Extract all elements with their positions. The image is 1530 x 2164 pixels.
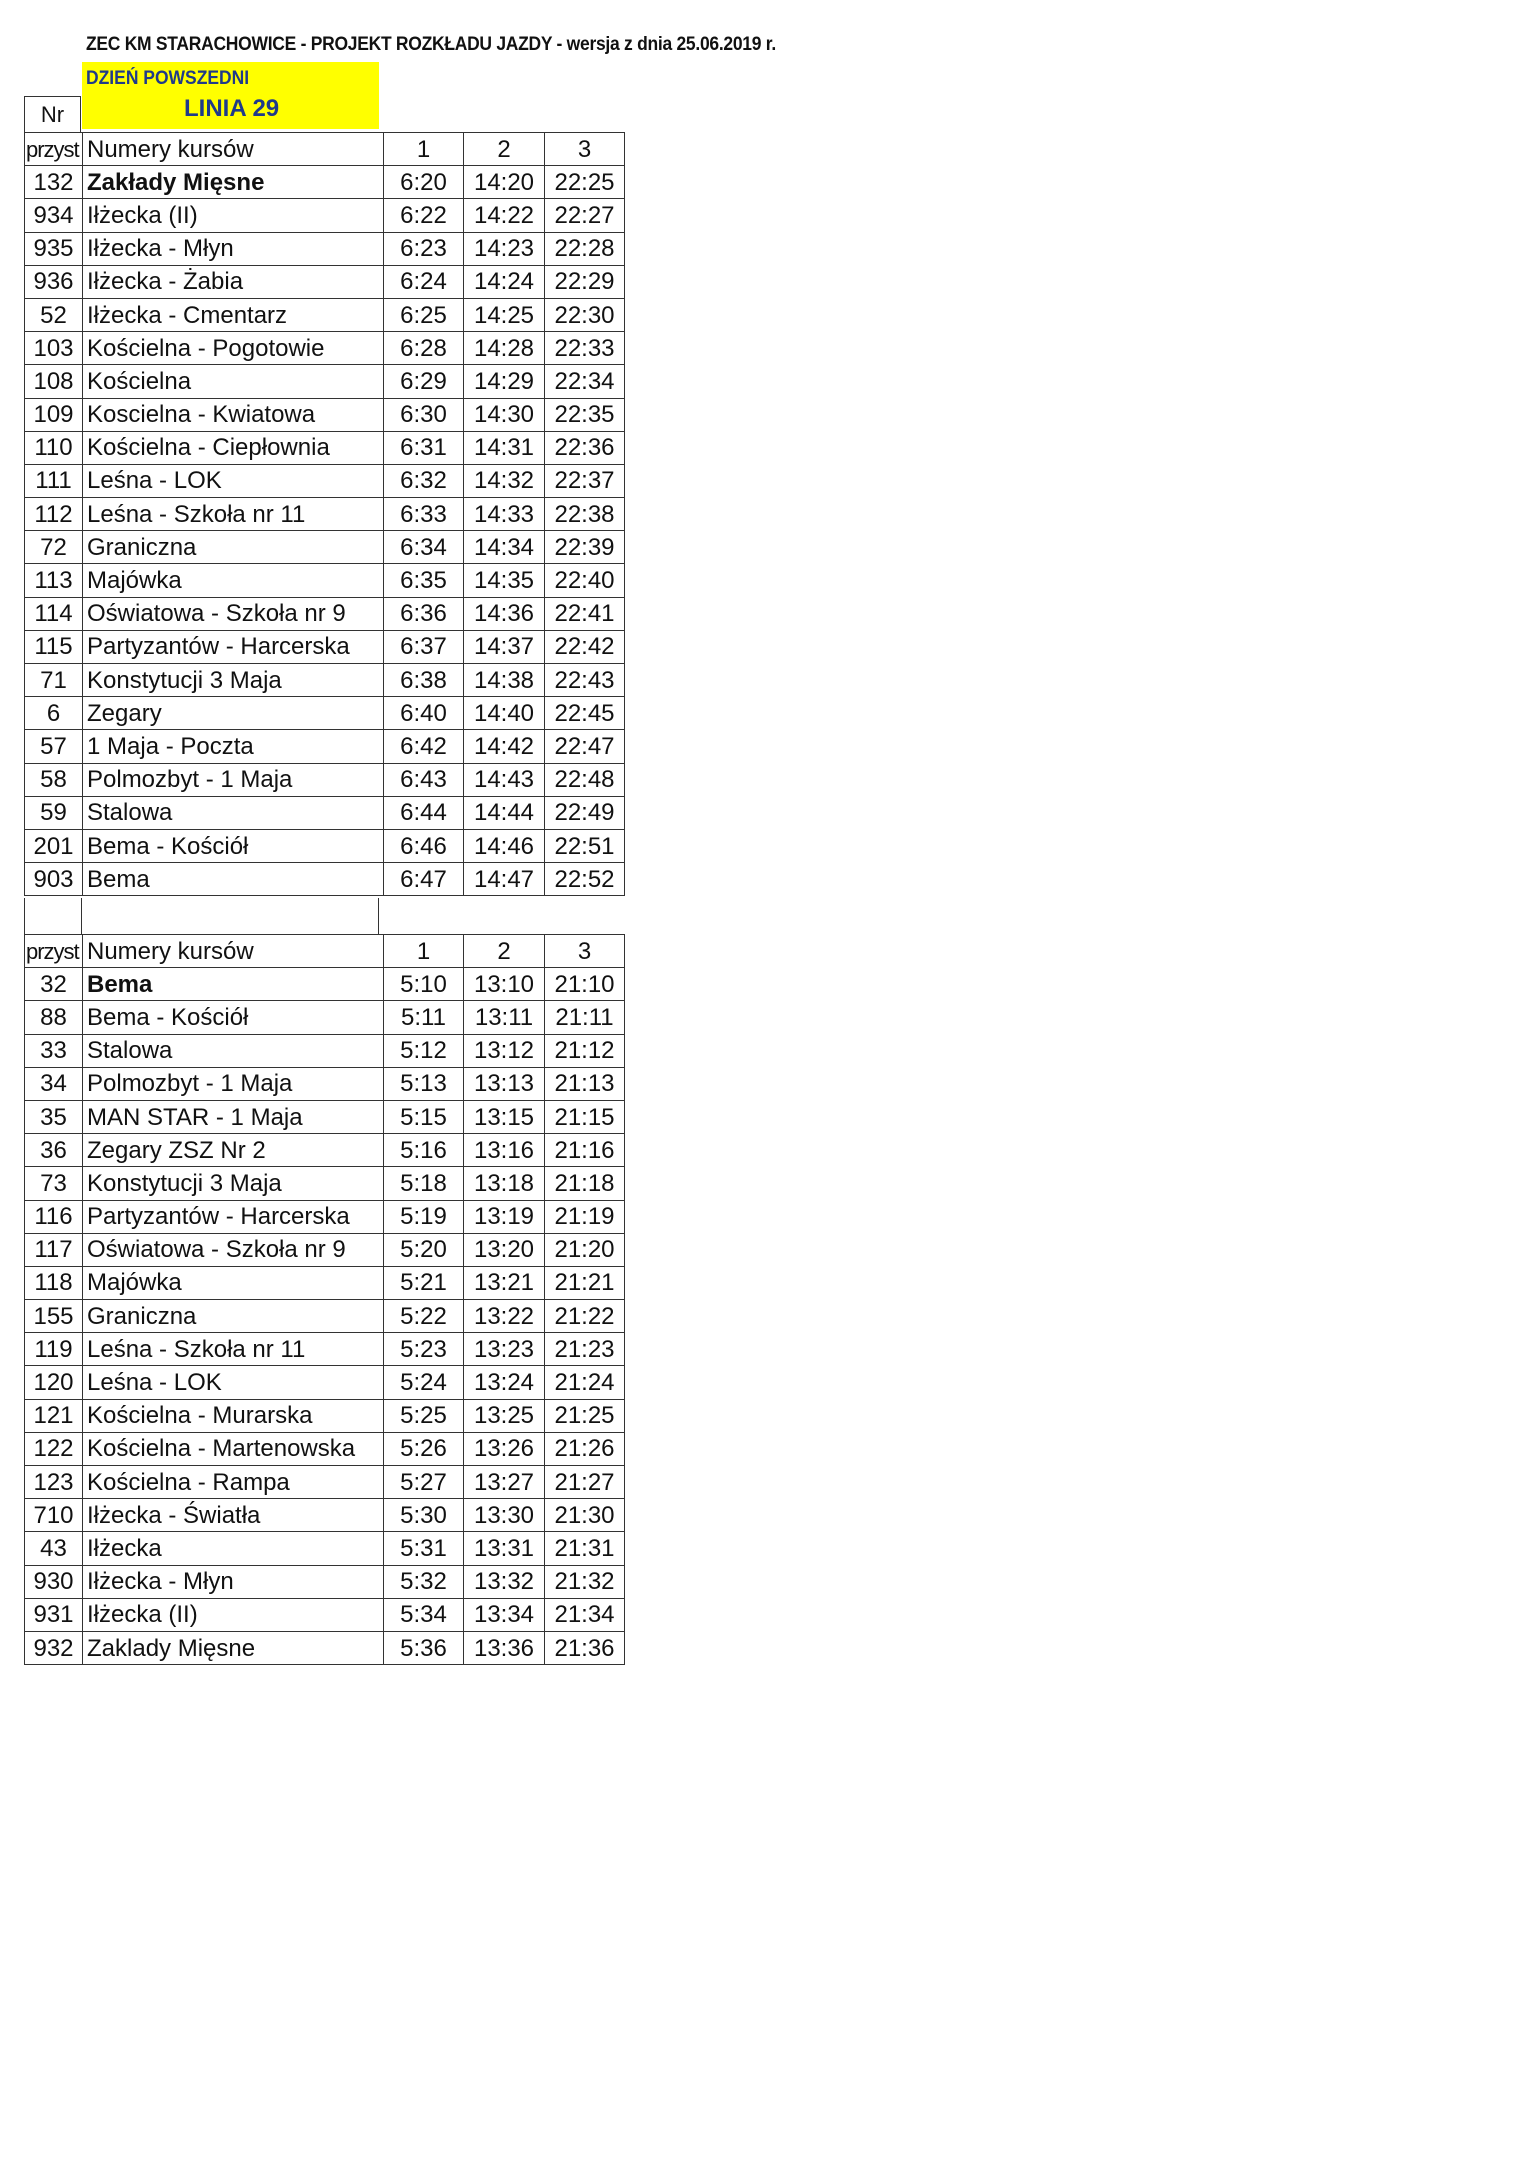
departure-course-3: 21:27	[545, 1466, 625, 1499]
departure-course-1: 5:15	[384, 1100, 464, 1133]
table-row	[25, 1266, 625, 1299]
stop-name: Iłżecka	[83, 1532, 384, 1565]
departure-course-3: 22:36	[545, 431, 625, 464]
stop-name: Stalowa	[83, 796, 384, 829]
table-row	[25, 199, 625, 232]
stop-name: Kościelna - Ciepłownia	[83, 431, 384, 464]
departure-course-1: 5:31	[384, 1532, 464, 1565]
departure-course-3: 21:32	[545, 1565, 625, 1598]
stop-name: Graniczna	[83, 1300, 384, 1333]
stop-number: 123	[25, 1466, 83, 1499]
stop-number: 72	[25, 531, 83, 564]
header-course-1: 1	[384, 935, 464, 968]
stop-name: Zegary	[83, 697, 384, 730]
stop-number: 35	[25, 1100, 83, 1133]
stop-name: Iłżecka (II)	[83, 199, 384, 232]
departure-course-1: 6:34	[384, 531, 464, 564]
table-header-row	[25, 935, 625, 968]
departure-course-1: 6:24	[384, 265, 464, 298]
table-row	[25, 763, 625, 796]
departure-course-3: 21:19	[545, 1200, 625, 1233]
stop-name: Kościelna	[83, 365, 384, 398]
stop-number: 936	[25, 265, 83, 298]
table-row	[25, 730, 625, 763]
stop-name: Leśna - LOK	[83, 464, 384, 497]
stop-name: Bema	[83, 968, 384, 1001]
departure-course-3: 22:48	[545, 763, 625, 796]
stop-name: Konstytucji 3 Maja	[83, 1167, 384, 1200]
table-row	[25, 829, 625, 862]
departure-course-1: 6:28	[384, 332, 464, 365]
day-type-label: DZIEŃ POWSZEDNI	[86, 68, 250, 89]
header-stop-nr: przyst	[25, 133, 83, 166]
departure-course-2: 13:19	[464, 1200, 545, 1233]
table-row	[25, 968, 625, 1001]
timetable-return	[24, 934, 625, 1665]
table-row	[25, 1399, 625, 1432]
stop-name: Bema - Kościół	[83, 829, 384, 862]
departure-course-1: 5:19	[384, 1200, 464, 1233]
departure-course-2: 14:24	[464, 265, 545, 298]
stop-number: 116	[25, 1200, 83, 1233]
departure-course-3: 22:42	[545, 630, 625, 663]
stop-number: 73	[25, 1167, 83, 1200]
stop-number: 930	[25, 1565, 83, 1598]
stop-number: 201	[25, 829, 83, 862]
table-row	[25, 365, 625, 398]
departure-course-1: 6:43	[384, 763, 464, 796]
departure-course-2: 14:40	[464, 697, 545, 730]
table-row	[25, 431, 625, 464]
header-course-2: 2	[464, 133, 545, 166]
departure-course-1: 6:30	[384, 398, 464, 431]
stop-name: Bema	[83, 863, 384, 896]
departure-course-2: 13:15	[464, 1100, 545, 1133]
departure-course-1: 5:12	[384, 1034, 464, 1067]
stop-number: 52	[25, 298, 83, 331]
departure-course-3: 21:31	[545, 1532, 625, 1565]
departure-course-3: 21:26	[545, 1432, 625, 1465]
nr-column-label: Nr	[24, 96, 81, 132]
stop-name: MAN STAR - 1 Maja	[83, 1100, 384, 1133]
departure-course-2: 14:42	[464, 730, 545, 763]
header-stop-nr: przyst	[25, 935, 83, 968]
stop-name: Zaklady Mięsne	[83, 1631, 384, 1664]
departure-course-3: 21:10	[545, 968, 625, 1001]
stop-number: 934	[25, 199, 83, 232]
table-row	[25, 863, 625, 896]
departure-course-3: 21:21	[545, 1266, 625, 1299]
departure-course-1: 6:38	[384, 664, 464, 697]
departure-course-1: 5:32	[384, 1565, 464, 1598]
departure-course-2: 14:38	[464, 664, 545, 697]
stop-name: Iłżecka (II)	[83, 1598, 384, 1631]
departure-course-2: 13:13	[464, 1067, 545, 1100]
stop-name: Iłżecka - Cmentarz	[83, 298, 384, 331]
stop-name: Konstytucji 3 Maja	[83, 664, 384, 697]
departure-course-1: 6:40	[384, 697, 464, 730]
departure-course-3: 22:34	[545, 365, 625, 398]
stop-name: Koscielna - Kwiatowa	[83, 398, 384, 431]
departure-course-2: 14:32	[464, 464, 545, 497]
departure-course-1: 5:23	[384, 1333, 464, 1366]
departure-course-3: 21:30	[545, 1499, 625, 1532]
stop-number: 103	[25, 332, 83, 365]
stop-number: 120	[25, 1366, 83, 1399]
departure-course-3: 22:47	[545, 730, 625, 763]
departure-course-2: 13:11	[464, 1001, 545, 1034]
line-label: LINIA 29	[184, 95, 280, 122]
stop-name: Majówka	[83, 1266, 384, 1299]
table-row	[25, 265, 625, 298]
departure-course-3: 22:45	[545, 697, 625, 730]
departure-course-3: 22:43	[545, 664, 625, 697]
table-row	[25, 1134, 625, 1167]
departure-course-3: 22:49	[545, 796, 625, 829]
departure-course-2: 14:20	[464, 166, 545, 199]
stop-name: Partyzantów - Harcerska	[83, 1200, 384, 1233]
table-header-row	[25, 133, 625, 166]
departure-course-2: 13:30	[464, 1499, 545, 1532]
departure-course-2: 13:31	[464, 1532, 545, 1565]
departure-course-1: 6:23	[384, 232, 464, 265]
stop-name: Iłżecka - Żabia	[83, 265, 384, 298]
departure-course-1: 6:25	[384, 298, 464, 331]
stop-number: 113	[25, 564, 83, 597]
header-course-1: 1	[384, 133, 464, 166]
table-row	[25, 1499, 625, 1532]
table-row	[25, 1001, 625, 1034]
stop-number: 122	[25, 1432, 83, 1465]
departure-course-2: 13:32	[464, 1565, 545, 1598]
stop-name: Leśna - Szkoła nr 11	[83, 498, 384, 531]
stop-number: 935	[25, 232, 83, 265]
header-course-2: 2	[464, 935, 545, 968]
departure-course-3: 22:38	[545, 498, 625, 531]
departure-course-3: 21:18	[545, 1167, 625, 1200]
departure-course-3: 22:28	[545, 232, 625, 265]
departure-course-1: 5:26	[384, 1432, 464, 1465]
stop-name: Majówka	[83, 564, 384, 597]
departure-course-3: 22:52	[545, 863, 625, 896]
table-row	[25, 1200, 625, 1233]
departure-course-2: 14:22	[464, 199, 545, 232]
departure-course-1: 6:29	[384, 365, 464, 398]
departure-course-3: 21:15	[545, 1100, 625, 1133]
stop-name: Partyzantów - Harcerska	[83, 630, 384, 663]
departure-course-3: 21:13	[545, 1067, 625, 1100]
departure-course-1: 5:24	[384, 1366, 464, 1399]
departure-course-3: 21:23	[545, 1333, 625, 1366]
stop-number: 57	[25, 730, 83, 763]
stop-name: Zakłady Mięsne	[83, 166, 384, 199]
departure-course-1: 6:37	[384, 630, 464, 663]
departure-course-3: 22:39	[545, 531, 625, 564]
departure-course-2: 13:20	[464, 1233, 545, 1266]
departure-course-2: 14:28	[464, 332, 545, 365]
table-row	[25, 1067, 625, 1100]
stop-name: Oświatowa - Szkoła nr 9	[83, 1233, 384, 1266]
stop-name: Graniczna	[83, 531, 384, 564]
departure-course-2: 14:31	[464, 431, 545, 464]
stop-name: Iłżecka - Światła	[83, 1499, 384, 1532]
stop-number: 132	[25, 166, 83, 199]
stop-name: Zegary ZSZ Nr 2	[83, 1134, 384, 1167]
table-row	[25, 332, 625, 365]
departure-course-1: 6:36	[384, 597, 464, 630]
departure-course-2: 14:34	[464, 531, 545, 564]
departure-course-3: 22:35	[545, 398, 625, 431]
table-row	[25, 166, 625, 199]
stop-number: 710	[25, 1499, 83, 1532]
table-row	[25, 1532, 625, 1565]
departure-course-2: 13:34	[464, 1598, 545, 1631]
stop-number: 33	[25, 1034, 83, 1067]
departure-course-1: 6:35	[384, 564, 464, 597]
stop-number: 111	[25, 464, 83, 497]
table-row	[25, 664, 625, 697]
table-gap-stop	[82, 898, 379, 934]
departure-course-1: 6:20	[384, 166, 464, 199]
table-row	[25, 1565, 625, 1598]
departure-course-1: 5:13	[384, 1067, 464, 1100]
departure-course-1: 5:10	[384, 968, 464, 1001]
departure-course-1: 5:25	[384, 1399, 464, 1432]
departure-course-2: 13:36	[464, 1631, 545, 1664]
departure-course-1: 5:11	[384, 1001, 464, 1034]
departure-course-1: 5:20	[384, 1233, 464, 1266]
header-course-numbers: Numery kursów	[83, 935, 384, 968]
departure-course-1: 6:22	[384, 199, 464, 232]
departure-course-2: 14:36	[464, 597, 545, 630]
stop-number: 121	[25, 1399, 83, 1432]
timetable-outbound	[24, 132, 625, 896]
table-row	[25, 1300, 625, 1333]
departure-course-3: 22:33	[545, 332, 625, 365]
stop-number: 108	[25, 365, 83, 398]
departure-course-3: 22:37	[545, 464, 625, 497]
departure-course-2: 13:25	[464, 1399, 545, 1432]
departure-course-1: 6:31	[384, 431, 464, 464]
stop-number: 88	[25, 1001, 83, 1034]
departure-course-2: 14:23	[464, 232, 545, 265]
departure-course-3: 21:16	[545, 1134, 625, 1167]
departure-course-2: 13:16	[464, 1134, 545, 1167]
table-row	[25, 1233, 625, 1266]
departure-course-1: 5:27	[384, 1466, 464, 1499]
stop-number: 59	[25, 796, 83, 829]
table-row	[25, 1466, 625, 1499]
departure-course-1: 5:36	[384, 1631, 464, 1664]
stop-name: Leśna - LOK	[83, 1366, 384, 1399]
table-row	[25, 398, 625, 431]
stop-name: Iłżecka - Młyn	[83, 1565, 384, 1598]
table-row	[25, 498, 625, 531]
departure-course-1: 5:16	[384, 1134, 464, 1167]
departure-course-2: 13:24	[464, 1366, 545, 1399]
departure-course-1: 6:47	[384, 863, 464, 896]
departure-course-2: 14:47	[464, 863, 545, 896]
departure-course-1: 5:18	[384, 1167, 464, 1200]
stop-number: 36	[25, 1134, 83, 1167]
table-row	[25, 1366, 625, 1399]
departure-course-2: 14:44	[464, 796, 545, 829]
table-row	[25, 1598, 625, 1631]
stop-number: 119	[25, 1333, 83, 1366]
departure-course-3: 21:12	[545, 1034, 625, 1067]
departure-course-2: 14:43	[464, 763, 545, 796]
departure-course-1: 5:34	[384, 1598, 464, 1631]
departure-course-3: 21:25	[545, 1399, 625, 1432]
table-row	[25, 697, 625, 730]
table-row	[25, 1631, 625, 1664]
departure-course-2: 14:29	[464, 365, 545, 398]
table-row	[25, 1100, 625, 1133]
departure-course-1: 6:46	[384, 829, 464, 862]
stop-number: 109	[25, 398, 83, 431]
table-row	[25, 1034, 625, 1067]
stop-name: Kościelna - Martenowska	[83, 1432, 384, 1465]
stop-number: 931	[25, 1598, 83, 1631]
stop-number: 903	[25, 863, 83, 896]
header-course-numbers: Numery kursów	[83, 133, 384, 166]
departure-course-3: 22:25	[545, 166, 625, 199]
departure-course-2: 13:12	[464, 1034, 545, 1067]
departure-course-3: 22:41	[545, 597, 625, 630]
stop-name: 1 Maja - Poczta	[83, 730, 384, 763]
table-row	[25, 564, 625, 597]
stop-number: 71	[25, 664, 83, 697]
departure-course-3: 21:22	[545, 1300, 625, 1333]
stop-name: Stalowa	[83, 1034, 384, 1067]
stop-number: 932	[25, 1631, 83, 1664]
stop-number: 155	[25, 1300, 83, 1333]
document-title: ZEC KM STARACHOWICE - PROJEKT ROZKŁADU JAZDY - wersja z dnia 25.06.2019 r.	[86, 34, 776, 55]
departure-course-3: 22:40	[545, 564, 625, 597]
stop-number: 117	[25, 1233, 83, 1266]
departure-course-2: 14:30	[464, 398, 545, 431]
table-row	[25, 796, 625, 829]
stop-number: 110	[25, 431, 83, 464]
table-row	[25, 1167, 625, 1200]
departure-course-1: 5:30	[384, 1499, 464, 1532]
departure-course-1: 6:44	[384, 796, 464, 829]
stop-number: 6	[25, 697, 83, 730]
stop-name: Kościelna - Pogotowie	[83, 332, 384, 365]
table-row	[25, 232, 625, 265]
stop-number: 34	[25, 1067, 83, 1100]
departure-course-1: 6:32	[384, 464, 464, 497]
departure-course-2: 13:21	[464, 1266, 545, 1299]
table-row	[25, 597, 625, 630]
departure-course-2: 13:22	[464, 1300, 545, 1333]
departure-course-3: 21:34	[545, 1598, 625, 1631]
table-row	[25, 1333, 625, 1366]
departure-course-1: 6:42	[384, 730, 464, 763]
stop-number: 32	[25, 968, 83, 1001]
departure-course-3: 21:11	[545, 1001, 625, 1034]
departure-course-2: 14:46	[464, 829, 545, 862]
stop-name: Bema - Kościół	[83, 1001, 384, 1034]
table-row	[25, 298, 625, 331]
table-row	[25, 630, 625, 663]
stop-number: 43	[25, 1532, 83, 1565]
departure-course-3: 22:27	[545, 199, 625, 232]
stop-name: Kościelna - Murarska	[83, 1399, 384, 1432]
table-row	[25, 531, 625, 564]
departure-course-1: 6:33	[384, 498, 464, 531]
header-course-3: 3	[545, 935, 625, 968]
stop-number: 112	[25, 498, 83, 531]
stop-name: Polmozbyt - 1 Maja	[83, 763, 384, 796]
table-row	[25, 464, 625, 497]
departure-course-2: 14:33	[464, 498, 545, 531]
stop-number: 58	[25, 763, 83, 796]
departure-course-2: 13:10	[464, 968, 545, 1001]
departure-course-2: 13:27	[464, 1466, 545, 1499]
stop-number: 115	[25, 630, 83, 663]
departure-course-3: 21:24	[545, 1366, 625, 1399]
departure-course-1: 5:22	[384, 1300, 464, 1333]
stop-name: Leśna - Szkoła nr 11	[83, 1333, 384, 1366]
stop-number: 114	[25, 597, 83, 630]
header-course-3: 3	[545, 133, 625, 166]
table-row	[25, 1432, 625, 1465]
departure-course-1: 5:21	[384, 1266, 464, 1299]
departure-course-3: 22:51	[545, 829, 625, 862]
departure-course-3: 21:20	[545, 1233, 625, 1266]
departure-course-2: 13:23	[464, 1333, 545, 1366]
departure-course-2: 14:35	[464, 564, 545, 597]
departure-course-3: 22:30	[545, 298, 625, 331]
departure-course-2: 13:26	[464, 1432, 545, 1465]
stop-name: Oświatowa - Szkoła nr 9	[83, 597, 384, 630]
departure-course-3: 21:36	[545, 1631, 625, 1664]
stop-number: 118	[25, 1266, 83, 1299]
stop-name: Polmozbyt - 1 Maja	[83, 1067, 384, 1100]
stop-name: Kościelna - Rampa	[83, 1466, 384, 1499]
table-gap	[24, 898, 82, 934]
departure-course-2: 14:37	[464, 630, 545, 663]
departure-course-2: 14:25	[464, 298, 545, 331]
departure-course-3: 22:29	[545, 265, 625, 298]
departure-course-2: 13:18	[464, 1167, 545, 1200]
stop-name: Iłżecka - Młyn	[83, 232, 384, 265]
